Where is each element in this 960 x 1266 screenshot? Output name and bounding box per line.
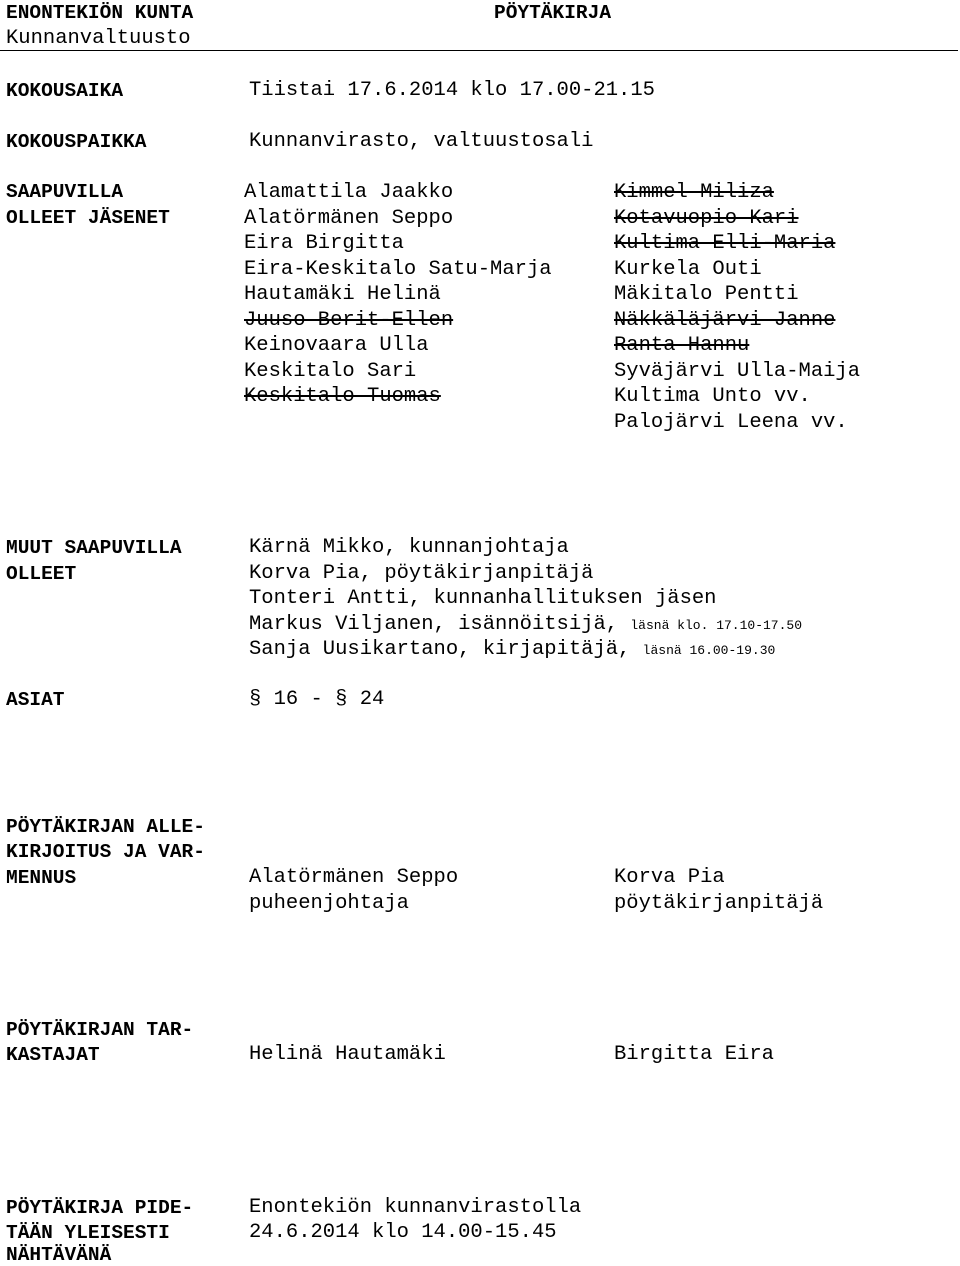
secretary-role: pöytäkirjanpitäjä [614, 892, 824, 915]
council-name: Kunnanvaltuusto [6, 27, 191, 50]
member-name: Juuso Berit-Ellen [244, 308, 454, 332]
member-name: Kultima Elli-Maria [614, 232, 836, 255]
municipality-title: ENONTEKIÖN KUNTA [6, 2, 194, 24]
public-display-time: 24.6.2014 klo 14.00-15.45 [249, 1221, 557, 1244]
attendee-row [249, 612, 802, 639]
others-label: MUUT SAAPUVILLA [6, 537, 182, 559]
member-name: Alatörmänen Seppo [244, 206, 454, 230]
member-name: Kurkela Outi [614, 257, 762, 281]
member-name: Palojärvi Leena vv. [614, 410, 848, 434]
header-divider [0, 50, 958, 51]
member-name: Kultima Unto vv. [614, 385, 811, 408]
chair-role: puheenjohtaja [249, 892, 409, 915]
member-name: Keinovaara Ulla [244, 334, 429, 357]
signing-label: MENNUS [6, 867, 77, 889]
attendance-note: läsnä 16.00-19.30 [642, 643, 776, 658]
member-name: Hautamäki Helinä [244, 283, 441, 306]
checkers-label: PÖYTÄKIRJAN TAR- [6, 1019, 194, 1041]
public-display-label: NÄHTÄVÄNÄ [6, 1244, 112, 1266]
meeting-place-label: KOKOUSPAIKKA [6, 131, 147, 153]
document-type: PÖYTÄKIRJA [494, 2, 612, 24]
member-name: Kotavuopio Kari [614, 206, 799, 230]
member-name: Eira-Keskitalo Satu-Marja [244, 257, 552, 281]
signing-label: KIRJOITUS JA VAR- [6, 841, 205, 863]
member-name: Mäkitalo Pentti [614, 283, 799, 306]
member-name: Syväjärvi Ulla-Maija [614, 359, 861, 383]
checkers-label: KASTAJAT [6, 1044, 100, 1066]
members-label: SAAPUVILLA [6, 181, 124, 203]
signing-label: PÖYTÄKIRJAN ALLE- [6, 816, 205, 838]
checker-1-name: Helinä Hautamäki [249, 1043, 446, 1066]
secretary-name: Korva Pia [614, 866, 725, 889]
attendee-row [249, 561, 593, 587]
members-label: OLLEET JÄSENET [6, 207, 170, 229]
public-display-place: Enontekiön kunnanvirastolla [249, 1196, 582, 1219]
public-display-label: TÄÄN YLEISESTI [6, 1222, 170, 1244]
meeting-time-label: KOKOUSAIKA [6, 80, 124, 102]
attendee-row [249, 586, 716, 612]
attendee-name: Tonteri Antti, kunnanhallituksen jäsen [249, 587, 717, 610]
attendee-row [249, 637, 775, 664]
attendee-row [249, 535, 569, 561]
attendance-note: läsnä klo. 17.10-17.50 [630, 617, 803, 633]
member-name: Näkkäläjärvi Janne [614, 308, 836, 332]
member-name: Eira Birgitta [244, 232, 404, 255]
attendee-name: Kärnä Mikko, kunnanjohtaja [249, 536, 569, 559]
member-name: Keskitalo Sari [244, 359, 417, 383]
others-label: OLLEET [6, 563, 77, 585]
member-name: Ranta Hannu [614, 334, 750, 357]
attendee-name: Markus Viljanen, isännöitsijä, [249, 612, 631, 636]
member-name: Keskitalo Tuomas [244, 385, 441, 408]
member-name: Kimmel Miliza [614, 181, 774, 204]
checker-2-name: Birgitta Eira [614, 1043, 774, 1066]
attendee-name: Sanja Uusikartano, kirjapitäjä, [249, 638, 643, 661]
chair-name: Alatörmänen Seppo [249, 866, 459, 889]
public-display-label: PÖYTÄKIRJA PIDE- [6, 1197, 194, 1219]
matters-label: ASIAT [6, 689, 65, 711]
meeting-place-value: Kunnanvirasto, valtuustosali [249, 130, 594, 153]
meeting-time-value: Tiistai 17.6.2014 klo 17.00-21.15 [249, 79, 655, 102]
attendee-name: Korva Pia, pöytäkirjanpitäjä [249, 561, 594, 585]
matters-value: § 16 - § 24 [249, 688, 385, 711]
member-name: Alamattila Jaakko [244, 181, 454, 204]
